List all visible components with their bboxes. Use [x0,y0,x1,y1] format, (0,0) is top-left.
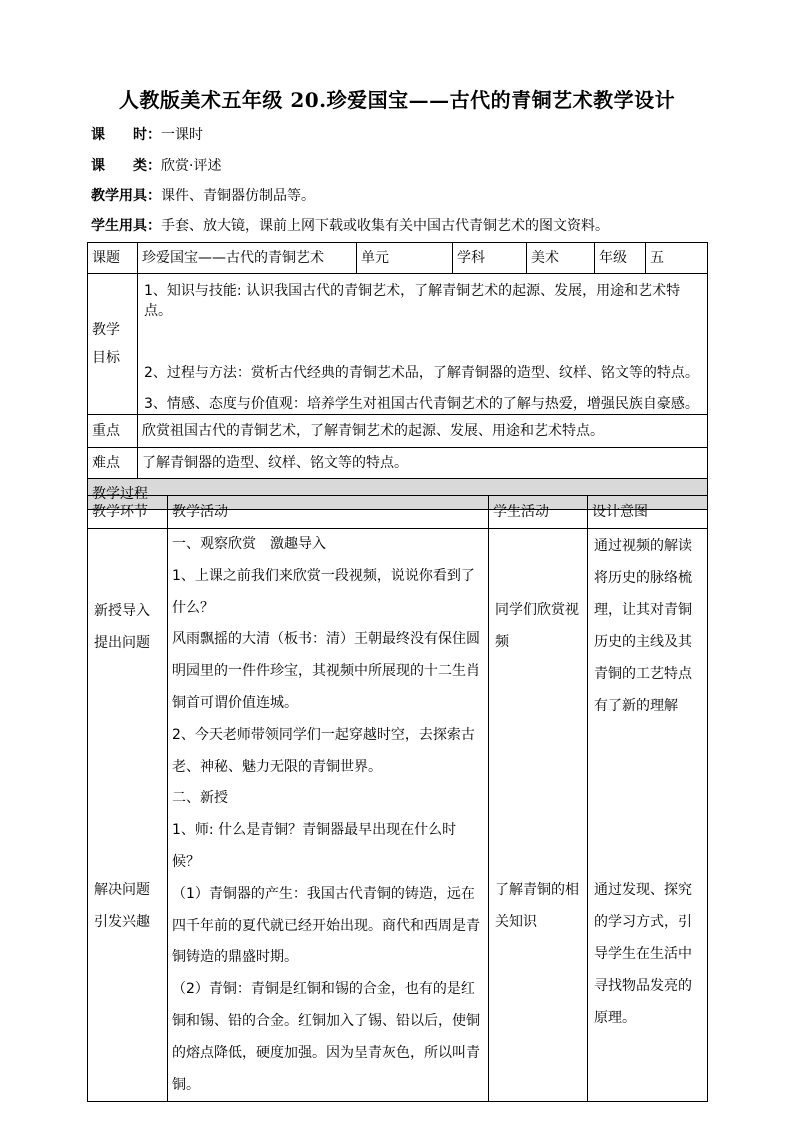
meta-type-label: 课 类： [91,158,161,174]
meta-lesson-value: 一课时 [161,127,203,143]
meta-student-tools-value: 手套、放大镜，课前上网下载或收集有关中国古代青铜艺术的图文资料。 [161,218,609,234]
topic-label: 课题 [88,243,138,274]
key-point-row [88,415,708,448]
meta-student-tools [91,216,609,236]
activity-cell [168,529,489,1102]
teaching-process-table [87,495,708,1102]
stage-1 [94,595,150,659]
lesson-info-table [87,242,708,510]
design-intent-cell [588,529,708,1102]
objectives-content [138,274,708,415]
meta-student-tools-label: 学生用具： [91,218,161,234]
process-header: 教学过程 [88,479,708,510]
document-title: 人教版美术五年级 20.珍爱国宝——古代的青铜艺术教学设计 [118,88,676,112]
activity-line: 铜首可谓价值连城。 [172,694,298,711]
stage-2-line: 解决问题 [94,882,150,898]
design-intent-line: 导学生在生活中 [594,946,692,962]
process-body-row [88,529,708,1102]
objective-item: 2、过程与方法：赏析古代经典的青铜艺术品，了解青铜器的造型、纹样、铭文等的特点。 [144,365,699,381]
design-intent-line: 通过视频的解读 [594,538,692,554]
activity-line: 风雨飘摇的大清（板书：清）王朝最终没有保住圆 [172,631,480,648]
activity-line: 1、上课之前我们来欣赏一段视频，说说你看到了 [172,567,475,584]
design-intent-1 [594,530,692,722]
process-columns-row [88,496,708,529]
student-activity-line: 关知识 [495,914,537,930]
activity-line: 1、师: 什么是青铜？青铜器最早出现在什么时候？ [172,822,457,870]
objective-item: 3、情感、态度与价值观：培养学生对祖国古代青铜艺术的了解与热爱，增强民族自豪感。 [144,396,699,412]
objectives-label-line-1: 教学 [92,322,120,338]
activity-line: 铜和锡、铅的合金。红铜加入了锡、铅以后，使铜 [172,1012,480,1029]
objectives-label-line-2: 目标 [92,350,120,366]
meta-type-value: 欣赏·评述 [161,158,222,174]
student-activity-line: 同学们欣赏视 [495,602,579,618]
activity-line: 2、今天老师带领同学们一起穿越时空，去探索古 [172,726,475,743]
objectives-row [88,274,708,415]
design-intent-line: 的学习方式，引 [594,914,692,930]
activity-line: （2）青铜：青铜是红铜和锡的合金，也有的是红 [172,981,475,998]
stage-1-line: 新授导入 [94,603,150,619]
key-point-label: 重点 [88,415,138,448]
meta-teacher-tools-label: 教学用具： [91,188,161,204]
topic-value: 珍爱国宝——古代的青铜艺术 [138,243,357,274]
design-intent-line: 寻找物品发亮的 [594,978,692,994]
meta-type [91,156,221,176]
student-activity-2 [495,874,579,938]
meta-lesson [91,125,203,145]
unit-value: 学科 [453,243,527,274]
activity-line: 二、新授 [172,790,228,807]
design-intent-line: 理，让其对青铜 [594,602,692,618]
col-student: 学生活动 [489,496,588,529]
grade-value: 五 [646,243,708,274]
difficulty-label: 难点 [88,448,138,479]
key-point-text: 欣赏祖国古代的青铜艺术，了解青铜艺术的起源、发展、用途和艺术特点。 [138,415,708,448]
activity-line: （1）青铜器的产生：我国古代青铜的铸造，远在 [172,885,475,902]
activity-line: 的熔点降低，硬度加强。因为呈青灰色，所以叫青 [172,1044,480,1061]
design-intent-line: 通过发现、探究 [594,882,692,898]
activity-line: 铜。 [172,1076,200,1093]
design-intent-line: 有了新的理解 [594,698,678,714]
stage-cell [88,529,168,1102]
activity-line: 一、观察欣赏 激趣导入 [172,536,326,552]
col-activity: 教学活动 [168,496,489,529]
meta-lesson-label: 课 时： [91,127,161,143]
activity-line: 什么？ [172,599,214,616]
student-activity-line: 了解青铜的相 [495,882,579,898]
activity-line: 明园里的一件件珍宝，其视频中所展现的十二生肖 [172,663,480,680]
design-intent-line: 青铜的工艺特点 [594,666,692,682]
meta-teacher-tools [91,186,315,206]
activity-line: 铜铸造的鼎盛时期。 [172,949,298,966]
subject-value: 美术 [527,243,595,274]
difficulty-text: 了解青铜器的造型、纹样、铭文等的特点。 [138,448,708,479]
activity-line: 四千年前的夏代就已经开始出现。商代和西周是青 [172,917,480,934]
objective-item: 1、知识与技能: 认识我国古代的青铜艺术，了解青铜艺术的起源、发展，用途和艺术特点。 [144,283,681,319]
stage-1-line: 提出问题 [94,635,150,651]
activity-line: 老、神秘、魅力无限的青铜世界。 [172,758,382,775]
design-intent-line: 历史的主线及其 [594,634,692,650]
meta-teacher-tools-value: 课件、青铜器仿制品等。 [161,188,315,204]
student-activity-cell [489,529,588,1102]
stage-2 [94,874,150,938]
difficulty-row [88,448,708,479]
design-intent-2 [594,874,692,1034]
col-intent: 设计意图 [588,496,708,529]
col-stage: 教学环节 [88,496,168,529]
design-intent-line: 将历史的脉络梳 [594,570,692,586]
objectives-label [88,274,138,415]
info-row [88,243,708,274]
grade-label: 年级 [595,243,646,274]
design-intent-line: 原理。 [594,1010,636,1026]
unit-label: 单元 [357,243,453,274]
student-activity-1 [495,594,579,658]
stage-2-line: 引发兴趣 [94,914,150,930]
student-activity-line: 频 [495,634,509,650]
